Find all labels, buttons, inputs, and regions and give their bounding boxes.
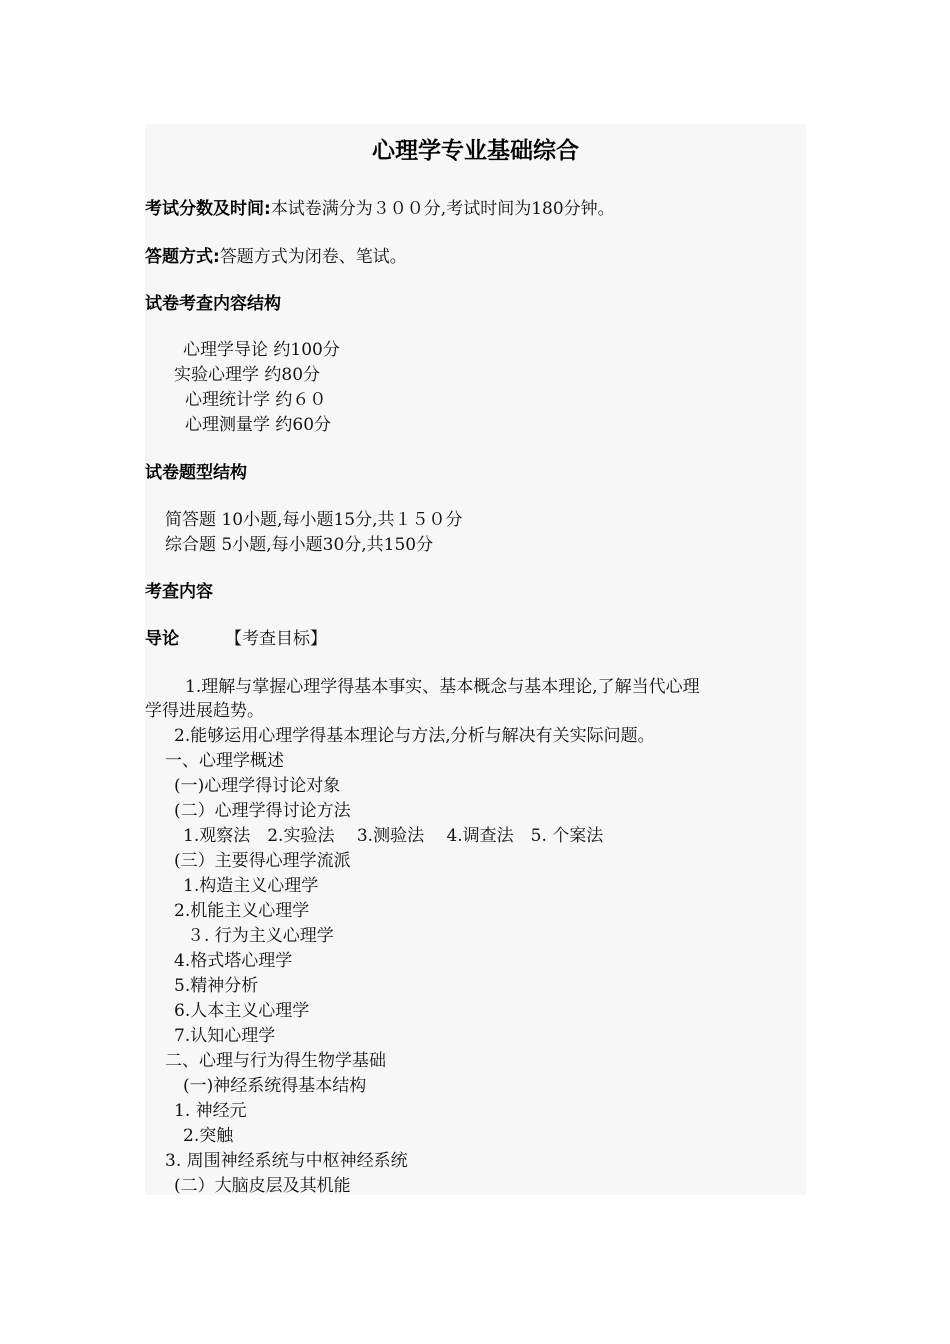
outline-item: (二）心理学得讨论方法 [174, 801, 351, 821]
answer-mode-label: 答题方式: [145, 247, 220, 267]
outline-item: 二、心理与行为得生物学基础 [165, 1051, 386, 1071]
outline-item: 1.构造主义心理学 [183, 876, 319, 896]
outline-item: (一)神经系统得基本结构 [183, 1076, 367, 1096]
exam-content-heading: 考查内容 [145, 582, 213, 602]
exam-time-label: 考试分数及时间: [145, 199, 271, 219]
outline-item: 5.精神分析 [174, 976, 259, 996]
goal-line: 1.理解与掌握心理学得基本事实、基本概念与基本理论,了解当代心理 [185, 677, 700, 697]
content-structure-item: 实验心理学 约80分 [174, 365, 321, 385]
intro-goal-label: 【考查目标】 [225, 629, 327, 649]
outline-item: 1.观察法 2.实验法 3.测验法 4.调查法 5. 个案法 [183, 826, 604, 846]
outline-item: 一、心理学概述 [165, 751, 284, 771]
answer-mode-line [145, 245, 407, 269]
outline-item: 2.机能主义心理学 [174, 901, 310, 921]
outline-item: (三）主要得心理学流派 [174, 851, 351, 871]
outline-item: ３. 行为主义心理学 [187, 926, 334, 946]
outline-item: (一)心理学得讨论对象 [174, 776, 341, 796]
question-type-item: 综合题 5小题,每小题30分,共150分 [165, 535, 434, 555]
content-structure-heading: 试卷考查内容结构 [145, 294, 281, 314]
goal-line: 2.能够运用心理学得基本理论与方法,分析与解决有关实际问题。 [174, 726, 655, 746]
answer-mode-text: 答题方式为闭卷、笔试。 [219, 247, 407, 267]
exam-time-text: 本试卷满分为３００分,考试时间为180分钟。 [270, 199, 615, 219]
content-structure-item: 心理学导论 约100分 [183, 340, 340, 360]
outline-item: 7.认知心理学 [174, 1026, 276, 1046]
outline-item: 2.突触 [183, 1126, 234, 1146]
question-type-item: 简答题 10小题,每小题15分,共１５０分 [165, 510, 463, 530]
outline-item: 1. 神经元 [174, 1101, 247, 1121]
intro-label: 导论 [145, 629, 179, 649]
outline-item: 3. 周围神经系统与中枢神经系统 [165, 1151, 408, 1171]
outline-item: 6.人本主义心理学 [174, 1001, 310, 1021]
goal-line: 学得进展趋势。 [145, 701, 264, 721]
outline-item: (二）大脑皮层及其机能 [174, 1176, 351, 1196]
document-page [145, 124, 806, 1195]
content-structure-item: 心理统计学 约６０ [185, 390, 327, 410]
outline-item: 4.格式塔心理学 [174, 951, 293, 971]
document-title: 心理学专业基础综合 [372, 138, 579, 164]
exam-time-line [145, 197, 615, 221]
content-structure-item: 心理测量学 约60分 [185, 415, 332, 435]
intro-heading-line [145, 627, 179, 651]
question-types-heading: 试卷题型结构 [145, 463, 247, 483]
